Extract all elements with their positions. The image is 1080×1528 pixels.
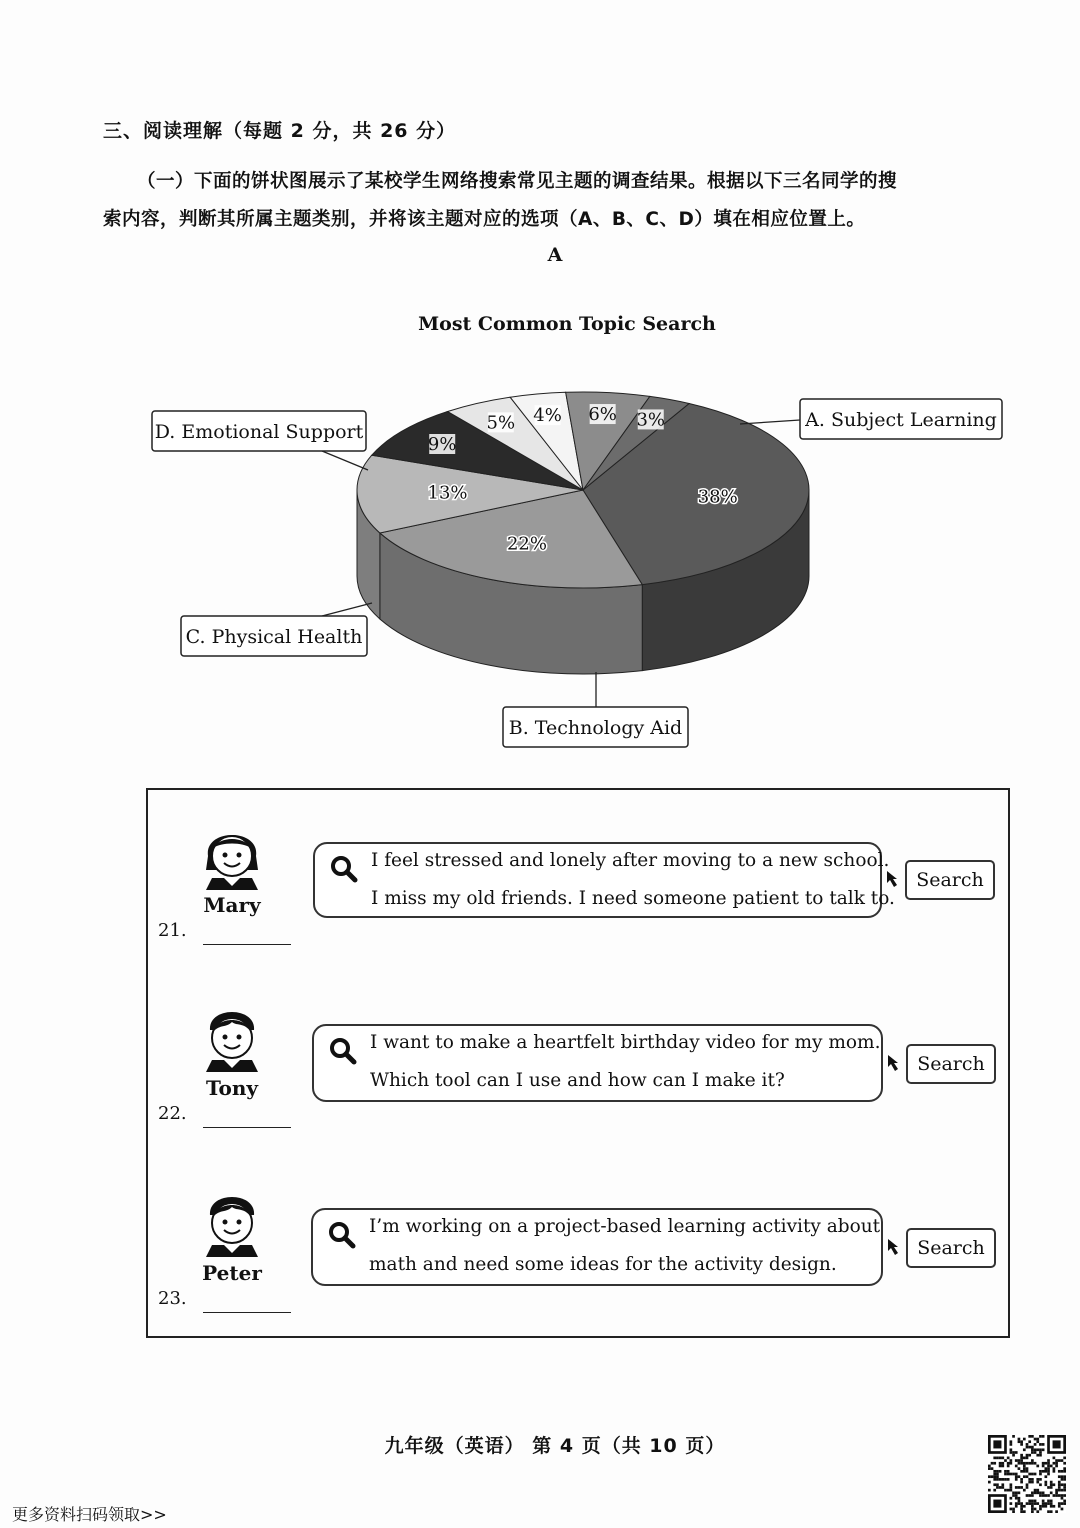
student-name: Mary bbox=[203, 893, 261, 917]
search-icon bbox=[328, 1036, 358, 1066]
search-query-line-1: I want to make a heartfelt birthday video for my mom. bbox=[370, 1032, 881, 1053]
answer-blank[interactable] bbox=[203, 1312, 291, 1313]
search-query-box[interactable] bbox=[312, 1024, 883, 1102]
callout-label-1: A. Subject Learning bbox=[805, 409, 997, 431]
answer-blank[interactable] bbox=[203, 1127, 291, 1128]
svg-text:3%: 3% bbox=[636, 409, 666, 431]
search-query-line-1: I’m working on a project-based learning activity about bbox=[369, 1216, 881, 1237]
svg-text:9%: 9% bbox=[427, 433, 457, 455]
search-query-box[interactable] bbox=[313, 842, 895, 918]
cursor-arrow-icon bbox=[886, 1053, 904, 1075]
pie-data-label-6 bbox=[533, 405, 562, 426]
student-avatar-icon bbox=[196, 1000, 268, 1072]
bottom-note: 更多资料扫码领取>> bbox=[12, 1505, 167, 1524]
pie-data-label-3 bbox=[428, 483, 468, 504]
chart-title: Most Common Topic Search bbox=[418, 313, 716, 335]
student-name: Tony bbox=[205, 1076, 259, 1100]
question-number: 22. bbox=[158, 1103, 187, 1124]
callout-label-4: D. Emotional Support bbox=[154, 421, 364, 443]
answer-blank[interactable] bbox=[203, 944, 291, 945]
svg-text:5%: 5% bbox=[486, 412, 516, 434]
instructions-line-2: 索内容，判断其所属主题类别，并将该主题对应的选项（A、B、C、D）填在相应位置上。 bbox=[103, 209, 866, 230]
svg-text:13%: 13% bbox=[427, 482, 468, 504]
question-number: 21. bbox=[158, 920, 187, 941]
svg-text:4%: 4% bbox=[533, 405, 562, 427]
search-query-line-2: I miss my old friends. I need someone patient to talk to. bbox=[371, 888, 895, 909]
callout-1 bbox=[740, 399, 1002, 439]
pie-data-label-4 bbox=[428, 434, 457, 455]
pie-data-label-1 bbox=[698, 487, 738, 508]
pie-data-label-5 bbox=[487, 412, 516, 433]
student-name: Peter bbox=[202, 1261, 262, 1285]
qr-code-icon[interactable] bbox=[988, 1435, 1066, 1513]
page-footer: 九年级（英语） 第 4 页（共 10 页） bbox=[384, 1435, 726, 1457]
search-query-line-2: math and need some ideas for the activity design. bbox=[369, 1254, 837, 1275]
svg-text:6%: 6% bbox=[588, 404, 617, 426]
section-heading: 三、阅读理解（每题 2 分，共 26 分） bbox=[103, 120, 457, 142]
passage-letter: A bbox=[547, 244, 563, 266]
callout-label-3: C. Physical Health bbox=[185, 626, 363, 648]
svg-text:22%: 22% bbox=[506, 533, 547, 555]
callout-3 bbox=[181, 603, 372, 656]
pie-data-label-2 bbox=[507, 534, 547, 555]
search-query-line-2: Which tool can I use and how can I make it? bbox=[370, 1070, 785, 1091]
search-icon bbox=[327, 1220, 357, 1250]
student-avatar-icon bbox=[196, 818, 268, 890]
callout-2 bbox=[503, 672, 688, 747]
svg-text:38%: 38% bbox=[697, 486, 738, 508]
search-button[interactable]: Search bbox=[905, 860, 995, 900]
search-button[interactable]: Search bbox=[906, 1228, 996, 1268]
search-icon bbox=[329, 854, 359, 884]
callout-label-2: B. Technology Aid bbox=[508, 717, 683, 739]
question-number: 23. bbox=[158, 1288, 187, 1309]
pie-data-label-7 bbox=[588, 404, 617, 425]
pie-data-label-8 bbox=[636, 409, 665, 430]
cursor-arrow-icon bbox=[885, 869, 903, 891]
callout-4 bbox=[152, 411, 368, 470]
search-button[interactable]: Search bbox=[906, 1044, 996, 1084]
cursor-arrow-icon bbox=[886, 1237, 904, 1259]
search-query-box[interactable] bbox=[311, 1208, 883, 1286]
instructions-line-1: （一）下面的饼状图展示了某校学生网络搜索常见主题的调查结果。根据以下三名同学的搜 bbox=[137, 171, 898, 192]
search-query-line-1: I feel stressed and lonely after moving to a new school. bbox=[371, 850, 890, 871]
student-avatar-icon bbox=[196, 1185, 268, 1257]
